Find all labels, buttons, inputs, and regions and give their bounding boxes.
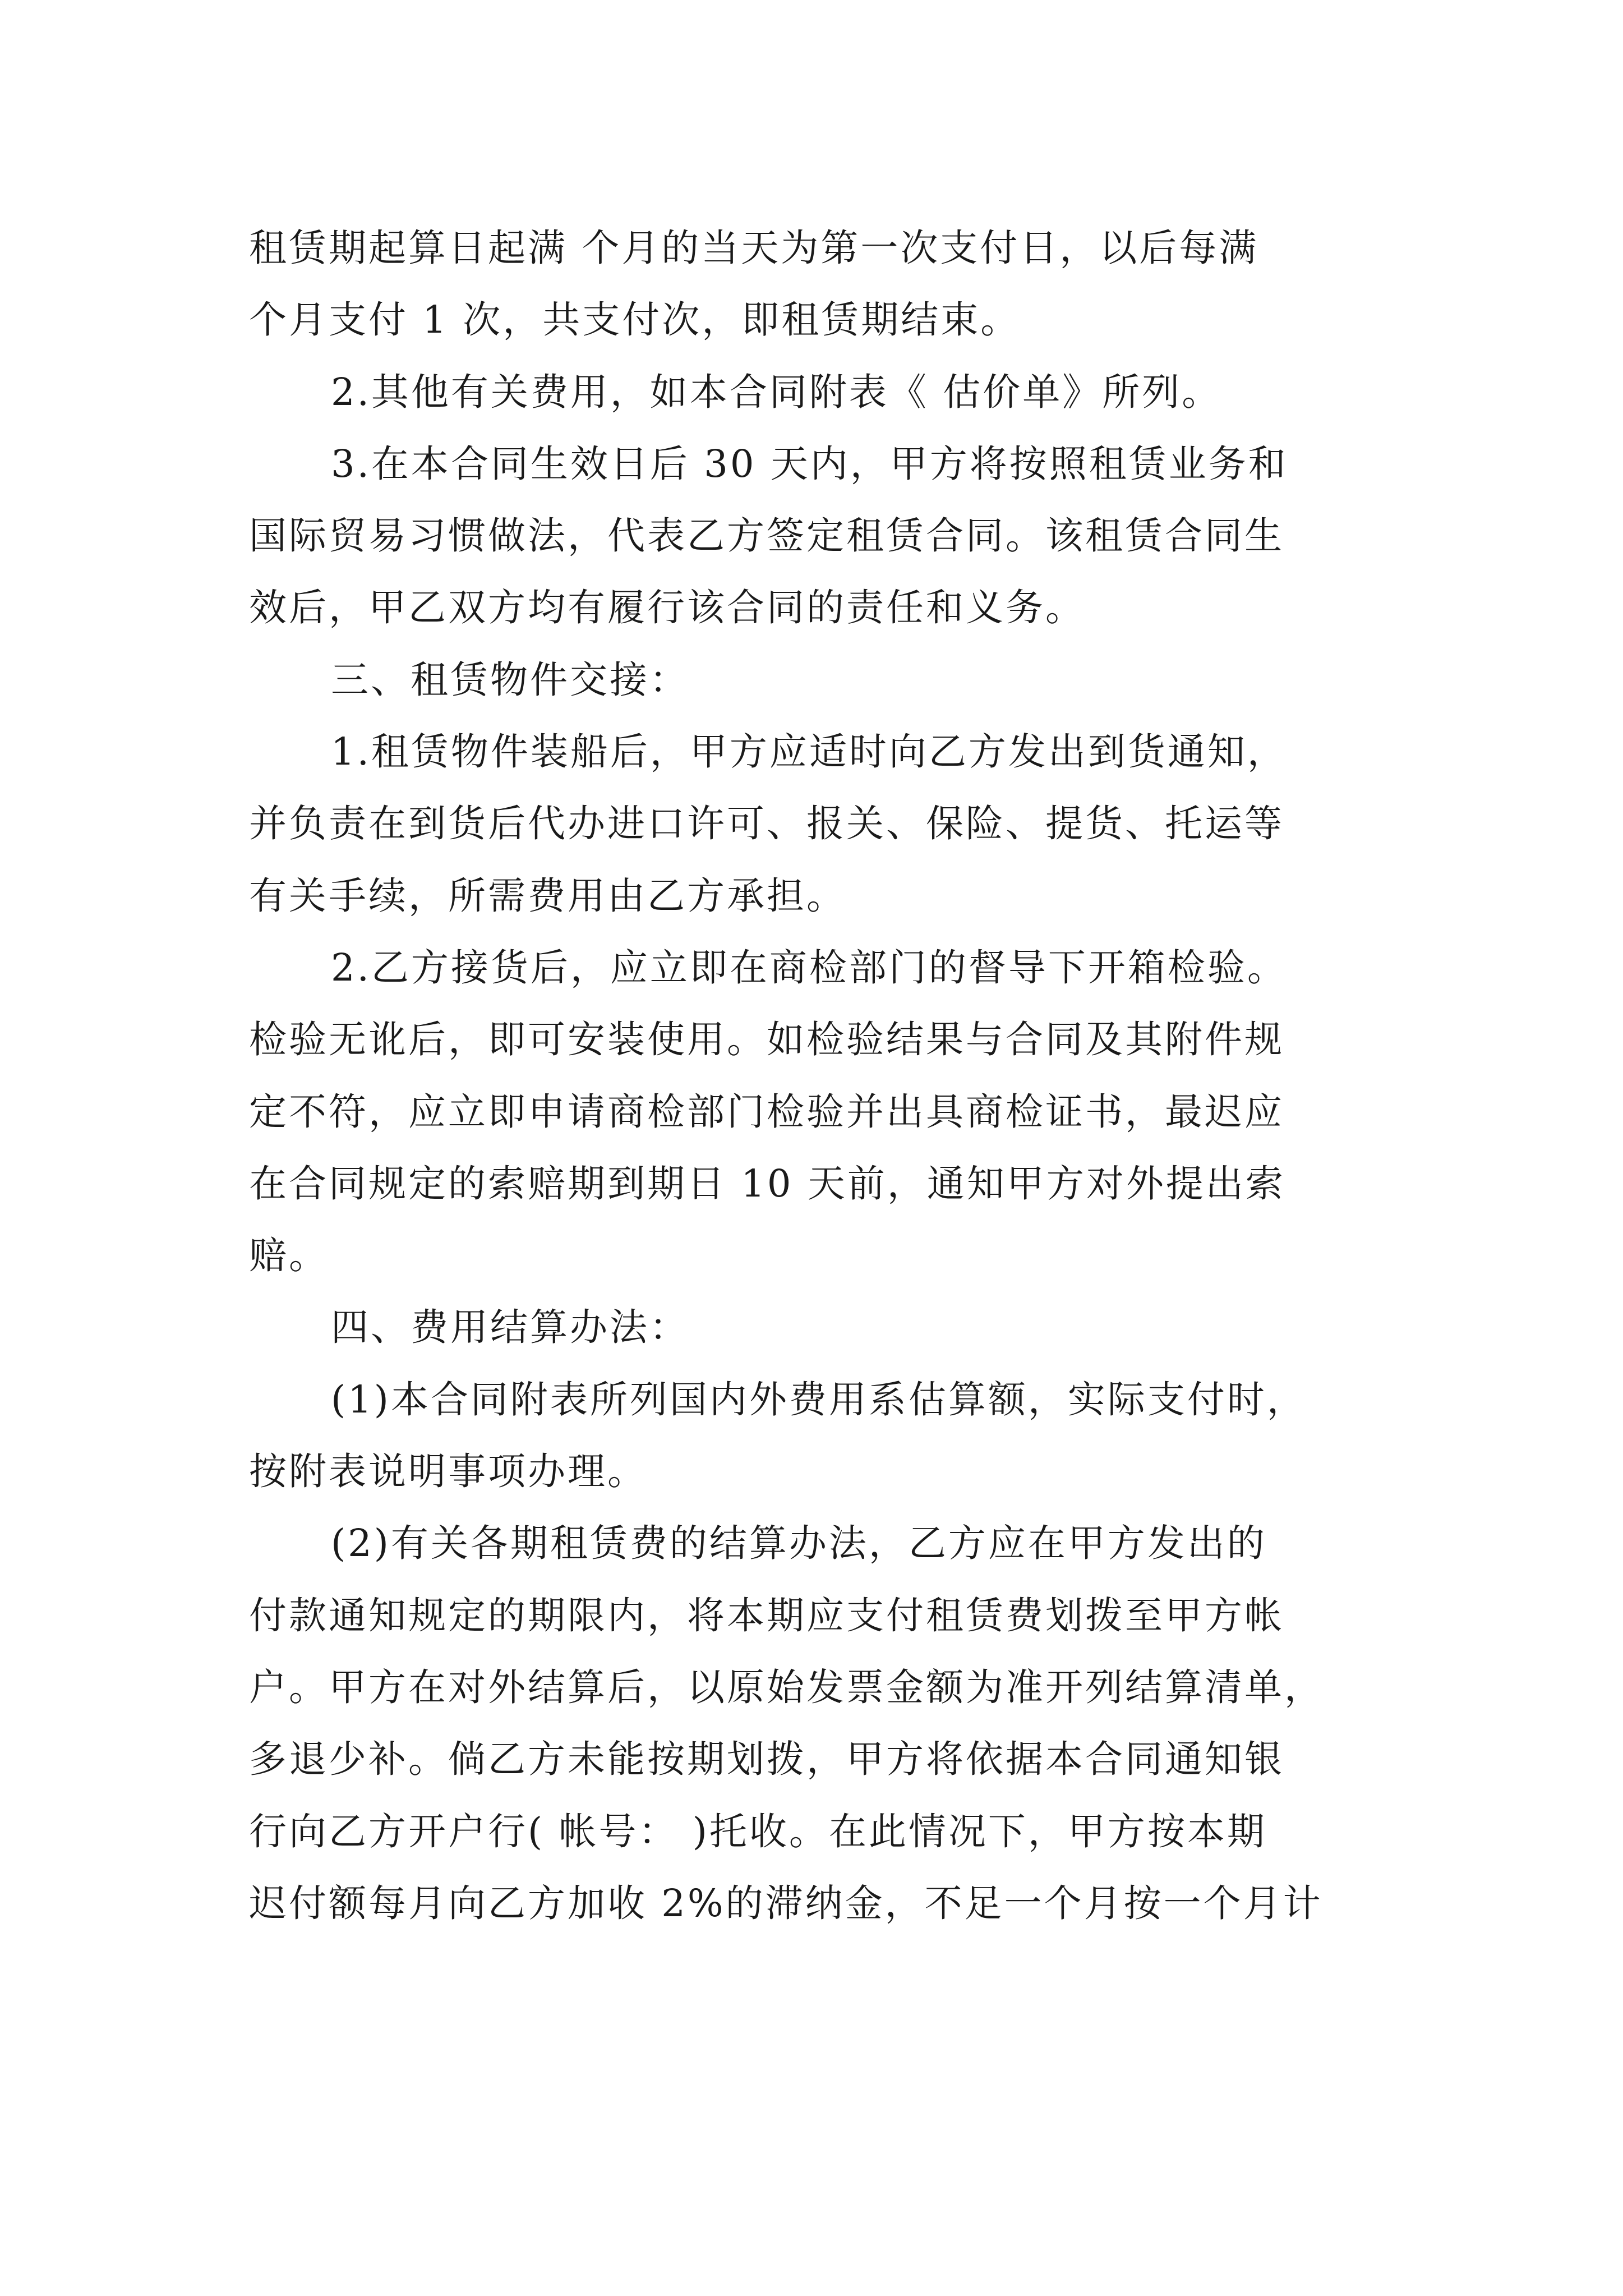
text-line: 在合同规定的索赔期到期日 10 天前，通知甲方对外提出索: [249, 1161, 1285, 1205]
text-line: 行向乙方开户行( 帐号： )托收。在此情况下，甲方按本期: [249, 1809, 1267, 1853]
text-line: 2.其他有关费用，如本合同附表《 估价单》所列。: [331, 370, 1222, 414]
text-line: 迟付额每月向乙方加收 2%的滞纳金，不足一个月按一个月计: [249, 1881, 1323, 1925]
text-line: 四、费用结算办法：: [331, 1305, 689, 1350]
text-line: 租赁期起算日起满 个月的当天为第一次支付日，以后每满: [249, 226, 1259, 270]
text-line: 多退少补。倘乙方未能按期划拨，甲方将依据本合同通知银: [249, 1737, 1284, 1782]
text-line: 3.在本合同生效日后 30 天内，甲方将按照租赁业务和: [331, 441, 1288, 486]
text-line: 检验无讹后，即可安装使用。如检验结果与合同及其附件规: [249, 1018, 1284, 1062]
text-line: 并负责在到货后代办进口许可、报关、保险、提货、托运等: [249, 802, 1284, 846]
text-line: (1)本合同附表所列国内外费用系估算额，实际支付时，: [331, 1377, 1307, 1421]
text-line: 定不符，应立即申请商检部门检验并出具商检证书，最迟应: [249, 1089, 1284, 1134]
text-line: (2)有关各期租赁费的结算办法，乙方应在甲方发出的: [331, 1521, 1267, 1566]
text-line: 个月支付 1 次，共支付次，即租赁期结束。: [249, 298, 1021, 342]
text-line: 按附表说明事项办理。: [249, 1450, 647, 1494]
text-line: 2.乙方接货后，应立即在商检部门的督导下开箱检验。: [331, 945, 1287, 990]
text-line: 三、租赁物件交接：: [331, 657, 689, 702]
text-line: 效后，甲乙双方均有履行该合同的责任和义务。: [249, 586, 1085, 630]
text-line: 有关手续，所需费用由乙方承担。: [249, 873, 846, 918]
text-line: 赔。: [249, 1234, 329, 1278]
text-line: 户。甲方在对外结算后，以原始发票金额为准开列结算清单，: [249, 1665, 1324, 1709]
text-line: 付款通知规定的期限内，将本期应支付租赁费划拨至甲方帐: [249, 1593, 1284, 1637]
document-body: [249, 212, 1382, 1939]
text-line: 1.租赁物件装船后，甲方应适时向乙方发出到货通知，: [331, 730, 1287, 774]
text-line: 国际贸易习惯做法，代表乙方签定租赁合同。该租赁合同生: [249, 514, 1284, 558]
